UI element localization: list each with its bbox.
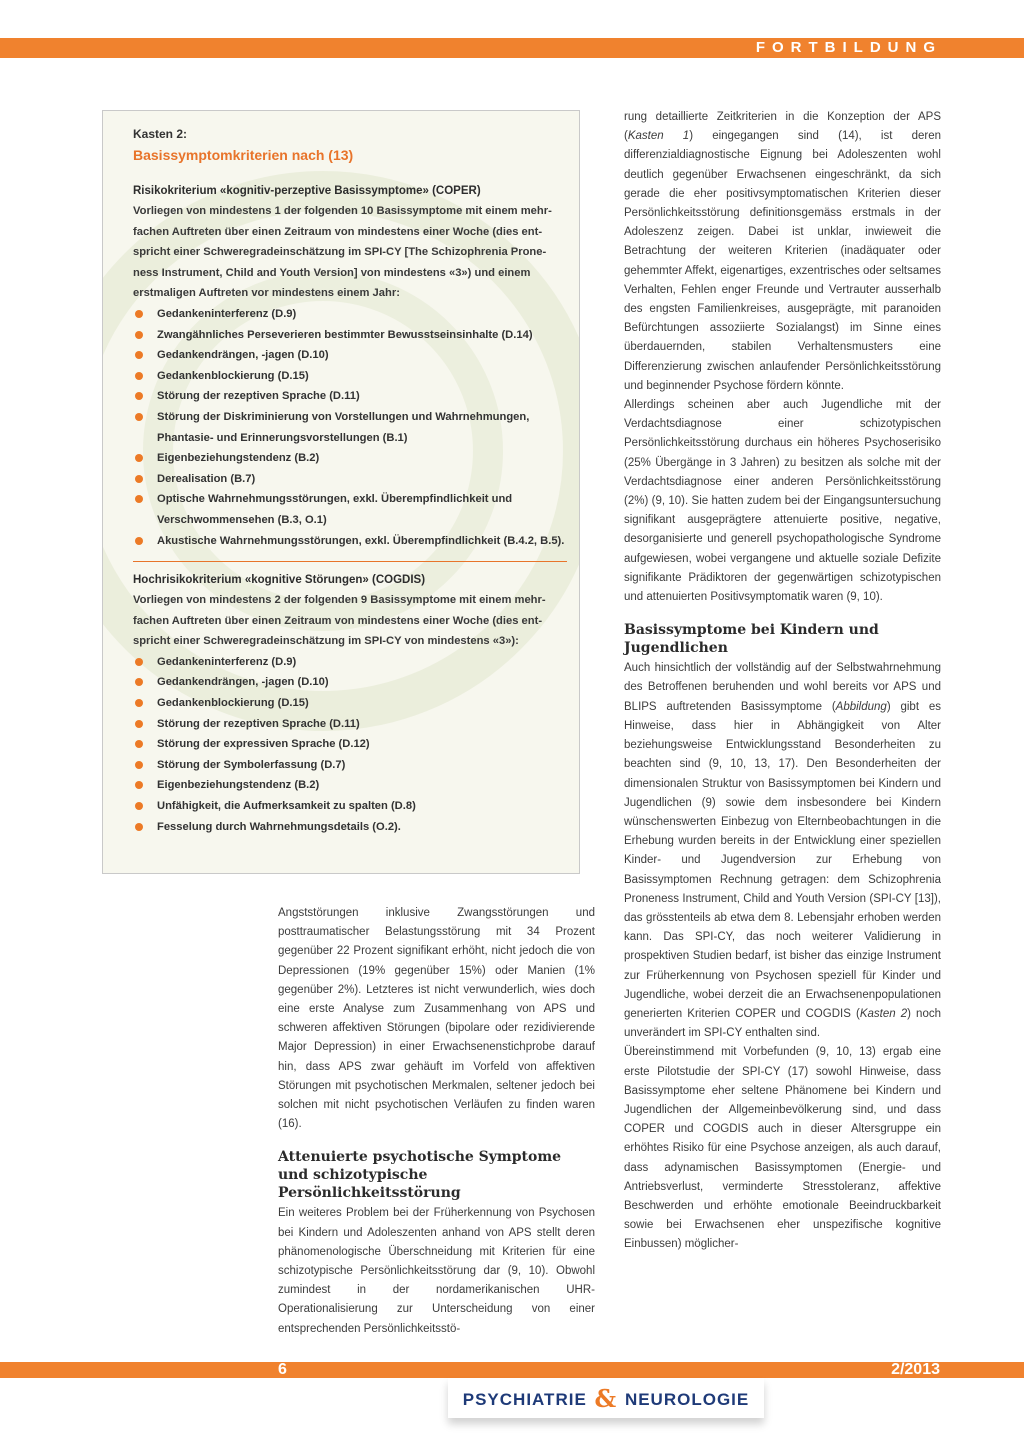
bullet-icon [135,658,143,666]
list-item: Gedankendrängen, -jagen (D.10) [133,672,567,693]
cogdis-line: fachen Auftreten über einen Zeitraum von mindestens einer Woche (dies ent- [133,614,543,627]
list-item: Störung der expressiven Sprache (D.12) [133,734,567,755]
list-item: Störung der rezeptiven Sprache (D.11) [133,714,567,735]
footer-bar [0,1362,1024,1378]
ampersand-glyph: & [594,1384,618,1413]
list-item: Optische Wahrnehmungsstörungen, exkl. Überempfindlichkeit und Verschwommensehen (B.3, O.1) [133,489,567,530]
section-label: FORTBILDUNG [755,39,942,56]
journal-title-left: PSYCHIATRIE [462,1390,587,1409]
bullet-icon [135,678,143,686]
issue-number: 2/2013 [891,1361,940,1378]
body-paragraph: Angststörungen inklusive Zwangsstörungen und posttraumatischer Belastungsstörung mit 34 Prozent gegenüber 22 Prozent signifikant erhöht, nicht jedoch die von Depressionen (19% gegenüber 15%) oder Manien (1% gegenüber 2%). Letzteres ist nicht verwunderlich, wies doch eine erste Analyse zum Zusammenhang von APS und schweren affektiven Störungen (bipolare oder rezidivierende Major Depression) in einer Erwachsenenstichprobe darauf hin, dass APS zwar gehäuft im Vorfeld von affektiven Störungen mit psychotischen Merkmalen, seltener jedoch bei solchen mit nicht psychotischen Verläufen zu finden waren (16). [278,907,595,1131]
list-item: Fesselung durch Wahrnehmungsdetails (O.2). [133,817,567,838]
list-item: Zwangähnliches Perseverieren bestimmter Bewusstseinsinhalte (D.14) [133,325,567,346]
box-content [133,125,567,837]
coper-line: Vorliegen von mindestens 1 der folgenden 10 Basissymptome mit einem mehr- [133,205,552,217]
bullet-icon [135,740,143,748]
cogdis-heading: Hochrisikokriterium «kognitive Störungen» (COGDIS) [133,574,426,587]
body-paragraph: Allerdings scheinen aber auch Jugendliche mit der Verdachtsdiagnose einer schizotypischen Persönlichkeitsstörung durchaus ein höheres Psychoserisiko (25% Übergänge in 3 Jahren) zu besitzen als solche mit der Verdachtsdiagnose einer anderen Persönlichkeitsstörung (2%) (9, 10). Sie hatten zudem bei der Eingangsuntersuchung signifikant ausgeprägtere attenuierte positive, negative, desorganisierte und generell psychopathologische Syndrome aufgewiesen, wobei vergangene und aktuelle soziale Defizite signifikante Prädiktoren der gegenwärtigen schizotypischen und attenuierten Positivsymptomatik waren (9, 10). [624,399,941,604]
bullet-icon [135,802,143,810]
list-item: Gedankeninterferenz (D.9) [133,304,567,325]
coper-description [133,201,567,304]
bullet-icon [135,720,143,728]
cogdis-line: spricht einer Schweregradeinschätzung im SPI-CY von mindestens «3»): [133,635,519,648]
bullet-icon [135,372,143,380]
section-heading: Basissymptome bei Kindern und Jugendlichen [624,622,879,657]
list-item: Gedankeninterferenz (D.9) [133,652,567,673]
list-item: Gedankendrängen, -jagen (D.10) [133,345,567,366]
bullet-icon [135,413,143,421]
box-divider [133,561,567,562]
list-item: Störung der rezeptiven Sprache (D.11) [133,386,567,407]
info-box [102,110,580,874]
right-column [624,108,941,1255]
body-paragraph: Übereinstimmend mit Vorbefunden (9, 10, 13) ergab eine erste Pilotstudie der SPI-CY (17) sowohl Hinweise, dass Basissymptome eher seltene Phänomene bei Kindern und Jugendlichen der Allgemeinbevölkerung sind, und dass COPER und COGDIS auch in dieser Altersgruppe ein erhöhtes Risiko für eine Psychose anzeigen, als auch darauf, dass adynamischen Basissymptomen (Energie- und Antriebsverlust, verminderte Stresstoleranz, affektive Beschwerden und erhöhte emotionale Beeindruckbarkeit sowie bei Erwachsenen eher unspezifische kognitive Einbussen) möglicher- [624,1046,941,1251]
list-item: Störung der Diskriminierung von Vorstellungen und Wahrnehmungen, Phantasie- und Erinnerungsvorstellungen (B.1) [133,407,567,448]
cogdis-line: Vorliegen von mindestens 2 der folgenden 9 Basissymptome mit einem mehr- [133,594,546,607]
bullet-icon [135,823,143,831]
journal-logo [448,1378,764,1418]
body-paragraph: Ein weiteres Problem bei der Früherkennung von Psychosen bei Kindern und Adoleszenten anhand von APS stellt deren phänomenologische Überschneidung mit Kriterien für eine schizotypische Persönlichkeitsstörung dar (9, 10). Obwohl zumindest in der nordamerikanischen UHR-Operationalisierung zur Unterscheidung von einer entsprechenden Persönlichkeitsstö- [278,1207,595,1335]
list-item: Derealisation (B.7) [133,469,567,490]
bullet-icon [135,310,143,318]
bullet-icon [135,699,143,707]
coper-line: ness Instrument, Child and Youth Version] von mindestens «3») und einem [133,266,531,279]
box-label: Kasten 2: [133,127,188,141]
bullet-icon [135,781,143,789]
bullet-icon [135,351,143,359]
bullet-icon [135,761,143,769]
list-item: Gedankenblockierung (D.15) [133,693,567,714]
list-item: Eigenbeziehungstendenz (B.2) [133,775,567,796]
section-heading: Attenuierte psychotische Symptome und schizotypische Persönlichkeitsstörung [278,1149,562,1202]
bullet-icon [135,495,143,503]
list-item: Unfähigkeit, die Aufmerksamkeit zu spalten (D.8) [133,796,567,817]
bullet-icon [135,392,143,400]
bullet-icon [135,475,143,483]
bullet-icon [135,537,143,545]
box-title: Basissymptomkriterien nach (13) [133,147,354,163]
left-column [278,904,595,1339]
cogdis-list [133,652,567,837]
bullet-icon [135,331,143,339]
coper-line: spricht einer Schweregradeinschätzung im SPI-CY [The Schizophrenia Prone- [133,246,547,259]
bullet-icon [135,454,143,462]
coper-line: fachen Auftreten über einen Zeitraum von mindestens einer Woche (dies ent- [133,225,543,238]
list-item: Störung der Symbolerfassung (D.7) [133,755,567,776]
body-paragraph: rung detaillierte Zeitkriterien in die Konzeption der APS (Kasten 1) eingegangen sind (14), ist deren differenzialdiagnostische Eignung bei Adoleszenten wohl deutlich gegenüber Erwachsenen eingeschränkt, da sich gerade die eher positivsymptomatischen Kriterien dieser Persönlichkeitsstörung definitionsgemäss erstmals in der Adoleszenz zeigen. Dabei ist unklar, inwieweit die Betrachtung der weiteren Kriterien (inadäquater oder gehemmter Affekt, eigenartiges, exzentrisches oder seltsames Verhalten, Fehlen enger Freunde und Vertrauter ausserhalb des engsten Familienkreises, ausgeprägte, mit paranoiden Befürchtungen assoziierte Sozialangst) im Sinne eines überdauernden, stabilen Verhaltensmusters eine Differenzierung zwischen anlaufender Persönlichkeitsstörung und beginnender Psychose fördern könnte. [624,111,941,392]
page-number: 6 [278,1361,287,1378]
journal-title-right: NEUROLOGIE [624,1390,750,1409]
list-item: Gedankenblockierung (D.15) [133,366,567,387]
coper-heading: Risikokriterium «kognitiv-perzeptive Basissymptome» (COPER) [133,185,481,197]
coper-line: erstmaligen Auftreten vor mindestens einem Jahr: [133,287,400,300]
coper-list [133,304,567,551]
header-bar [0,38,1024,58]
journal-title [448,1384,764,1413]
body-paragraph: Auch hinsichtlich der vollständig auf der Selbstwahrnehmung des Betroffenen beruhenden und wohl bereits vor APS und BLIPS auftretenden Basissymptome (Abbildung) gibt es Hinweise, dass hier in Abhängigkeit von Alter beziehungsweise Entwicklungsstand Besonderheiten zu beachten sind (9, 10, 13, 17). Den Besonderheiten der dimensionalen Struktur von Basissymptomen bei Kindern und Jugendlichen (9) sowie dem insbesondere bei Kindern wünschenswerten Einbezug von Elternbeobachtungen in die Erhebung wurden bereits in der Entwicklung einer speziellen Kinder- und Jugendversion zur Erhebung von Basissymptomen Rechnung getragen: dem Schizophrenia Proneness Instrument, Child and Youth Version (SPI-CY [13]), das grösstenteils ab etwa dem 8. Lebensjahr erhoben werden kann. Das SPI-CY, das noch weiterer Validierung in prospektiven Studien bedarf, ist bisher das einzige Instrument zur Früherkennung von Psychosen speziell für Kinder und Jugendliche, wobei derzeit die an Erwachsenenpopulationen generierten Kriterien COPER und COGDIS (Kasten 2) noch unverändert im SPI-CY enthalten sind. [624,662,941,1040]
list-item: Akustische Wahrnehmungsstörungen, exkl. Überempfindlichkeit (B.4.2, B.5). [133,531,567,552]
list-item: Eigenbeziehungstendenz (B.2) [133,448,567,469]
cogdis-description [133,590,567,652]
